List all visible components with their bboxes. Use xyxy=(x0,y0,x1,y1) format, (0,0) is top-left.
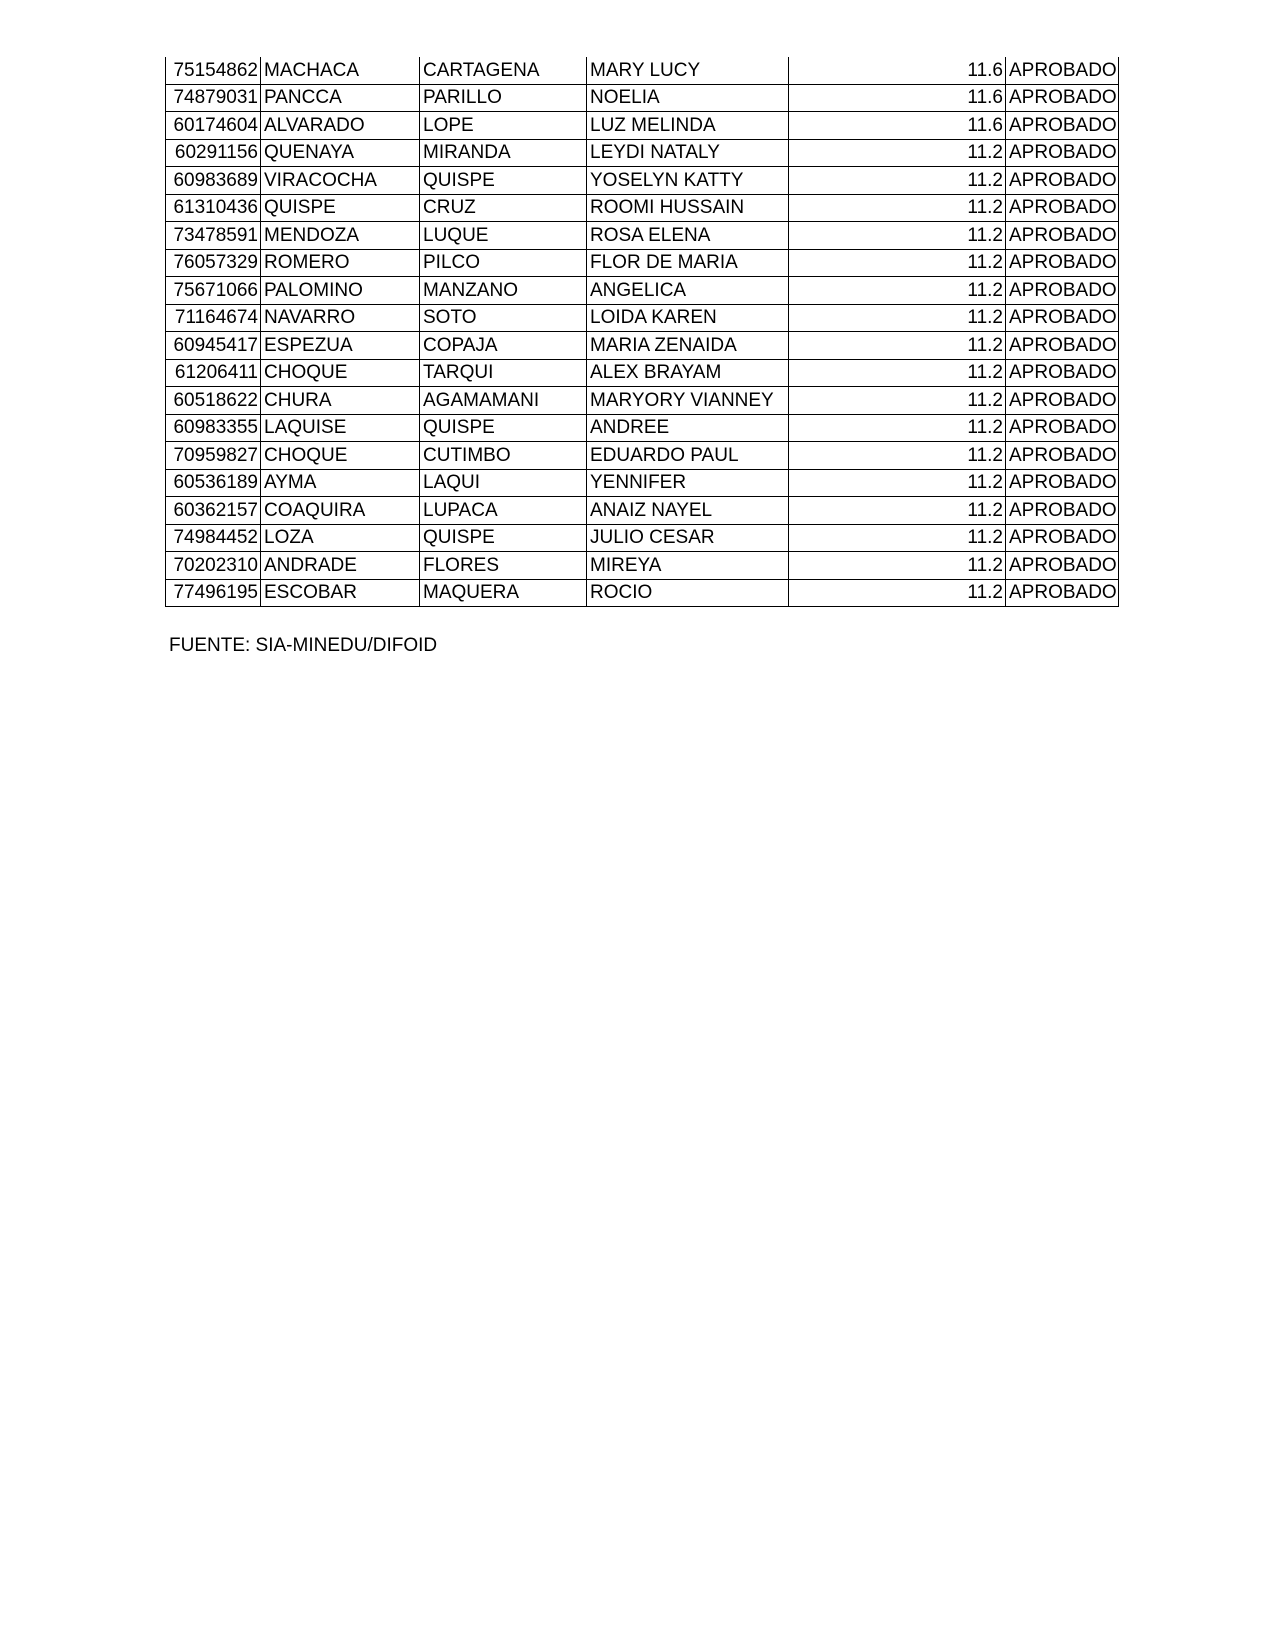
nota-cell: 11.2 xyxy=(789,442,1006,470)
apellido-materno-cell: FLORES xyxy=(420,552,587,580)
nota-cell: 11.2 xyxy=(789,524,1006,552)
nombres-cell: JULIO CESAR xyxy=(587,524,789,552)
estado-cell: APROBADO xyxy=(1006,387,1119,415)
estado-cell: APROBADO xyxy=(1006,359,1119,387)
apellido-paterno-cell: QUENAYA xyxy=(261,139,420,167)
apellido-paterno-cell: ROMERO xyxy=(261,249,420,277)
table-row xyxy=(166,304,1119,332)
estado-cell: APROBADO xyxy=(1006,194,1119,222)
dni-cell: 70959827 xyxy=(166,442,261,470)
apellido-paterno-cell: COAQUIRA xyxy=(261,497,420,525)
dni-cell: 60536189 xyxy=(166,469,261,497)
apellido-materno-cell: CRUZ xyxy=(420,194,587,222)
apellido-materno-cell: SOTO xyxy=(420,304,587,332)
apellido-materno-cell: QUISPE xyxy=(420,167,587,195)
nota-cell: 11.2 xyxy=(789,414,1006,442)
table-row xyxy=(166,387,1119,415)
apellido-paterno-cell: QUISPE xyxy=(261,194,420,222)
dni-cell: 71164674 xyxy=(166,304,261,332)
nombres-cell: NOELIA xyxy=(587,84,789,112)
nota-cell: 11.2 xyxy=(789,194,1006,222)
estado-cell: APROBADO xyxy=(1006,552,1119,580)
dni-cell: 60945417 xyxy=(166,332,261,360)
dni-cell: 74984452 xyxy=(166,524,261,552)
dni-cell: 75671066 xyxy=(166,277,261,305)
estado-cell: APROBADO xyxy=(1006,139,1119,167)
estado-cell: APROBADO xyxy=(1006,249,1119,277)
table-row xyxy=(166,112,1119,140)
estado-cell: APROBADO xyxy=(1006,304,1119,332)
dni-cell: 75154862 xyxy=(166,57,261,84)
estado-cell: APROBADO xyxy=(1006,57,1119,84)
dni-cell: 60983355 xyxy=(166,414,261,442)
nota-cell: 11.2 xyxy=(789,222,1006,250)
table-row xyxy=(166,469,1119,497)
apellido-paterno-cell: CHURA xyxy=(261,387,420,415)
estado-cell: APROBADO xyxy=(1006,84,1119,112)
apellido-paterno-cell: ESCOBAR xyxy=(261,579,420,607)
nota-cell: 11.2 xyxy=(789,332,1006,360)
estado-cell: APROBADO xyxy=(1006,414,1119,442)
apellido-materno-cell: QUISPE xyxy=(420,524,587,552)
results-table xyxy=(165,57,1119,607)
nombres-cell: ROOMI HUSSAIN xyxy=(587,194,789,222)
estado-cell: APROBADO xyxy=(1006,332,1119,360)
dni-cell: 60174604 xyxy=(166,112,261,140)
apellido-paterno-cell: CHOQUE xyxy=(261,442,420,470)
estado-cell: APROBADO xyxy=(1006,524,1119,552)
dni-cell: 77496195 xyxy=(166,579,261,607)
nombres-cell: FLOR DE MARIA xyxy=(587,249,789,277)
nombres-cell: ANGELICA xyxy=(587,277,789,305)
apellido-paterno-cell: CHOQUE xyxy=(261,359,420,387)
apellido-paterno-cell: LAQUISE xyxy=(261,414,420,442)
estado-cell: APROBADO xyxy=(1006,112,1119,140)
apellido-materno-cell: TARQUI xyxy=(420,359,587,387)
apellido-materno-cell: PARILLO xyxy=(420,84,587,112)
nota-cell: 11.2 xyxy=(789,497,1006,525)
apellido-materno-cell: PILCO xyxy=(420,249,587,277)
apellido-materno-cell: LOPE xyxy=(420,112,587,140)
nombres-cell: MARYORY VIANNEY xyxy=(587,387,789,415)
apellido-paterno-cell: LOZA xyxy=(261,524,420,552)
nombres-cell: ROSA ELENA xyxy=(587,222,789,250)
estado-cell: APROBADO xyxy=(1006,222,1119,250)
table-row xyxy=(166,167,1119,195)
nombres-cell: YENNIFER xyxy=(587,469,789,497)
table-row xyxy=(166,332,1119,360)
nombres-cell: ALEX BRAYAM xyxy=(587,359,789,387)
apellido-materno-cell: QUISPE xyxy=(420,414,587,442)
dni-cell: 60362157 xyxy=(166,497,261,525)
apellido-paterno-cell: ALVARADO xyxy=(261,112,420,140)
apellido-paterno-cell: PANCCA xyxy=(261,84,420,112)
table-row xyxy=(166,222,1119,250)
apellido-materno-cell: AGAMAMANI xyxy=(420,387,587,415)
table-row xyxy=(166,84,1119,112)
apellido-paterno-cell: VIRACOCHA xyxy=(261,167,420,195)
table-row xyxy=(166,579,1119,607)
nombres-cell: LOIDA KAREN xyxy=(587,304,789,332)
apellido-materno-cell: MIRANDA xyxy=(420,139,587,167)
apellido-materno-cell: CARTAGENA xyxy=(420,57,587,84)
table-row xyxy=(166,57,1119,84)
nombres-cell: ANDREE xyxy=(587,414,789,442)
dni-cell: 61310436 xyxy=(166,194,261,222)
table-row xyxy=(166,194,1119,222)
dni-cell: 61206411 xyxy=(166,359,261,387)
dni-cell: 60983689 xyxy=(166,167,261,195)
nombres-cell: YOSELYN KATTY xyxy=(587,167,789,195)
nombres-cell: MIREYA xyxy=(587,552,789,580)
estado-cell: APROBADO xyxy=(1006,469,1119,497)
dni-cell: 70202310 xyxy=(166,552,261,580)
apellido-materno-cell: LUPACA xyxy=(420,497,587,525)
nota-cell: 11.2 xyxy=(789,277,1006,305)
nota-cell: 11.6 xyxy=(789,84,1006,112)
results-table-body xyxy=(166,57,1119,607)
nota-cell: 11.2 xyxy=(789,552,1006,580)
apellido-materno-cell: MAQUERA xyxy=(420,579,587,607)
dni-cell: 76057329 xyxy=(166,249,261,277)
apellido-materno-cell: CUTIMBO xyxy=(420,442,587,470)
nota-cell: 11.6 xyxy=(789,57,1006,84)
table-row xyxy=(166,359,1119,387)
table-row xyxy=(166,139,1119,167)
nota-cell: 11.2 xyxy=(789,304,1006,332)
table-row xyxy=(166,414,1119,442)
table-row xyxy=(166,442,1119,470)
apellido-paterno-cell: NAVARRO xyxy=(261,304,420,332)
table-row xyxy=(166,497,1119,525)
nota-cell: 11.2 xyxy=(789,387,1006,415)
nombres-cell: ANAIZ NAYEL xyxy=(587,497,789,525)
nombres-cell: LEYDI NATALY xyxy=(587,139,789,167)
nombres-cell: MARY LUCY xyxy=(587,57,789,84)
apellido-materno-cell: LAQUI xyxy=(420,469,587,497)
table-row xyxy=(166,249,1119,277)
estado-cell: APROBADO xyxy=(1006,579,1119,607)
apellido-paterno-cell: MENDOZA xyxy=(261,222,420,250)
estado-cell: APROBADO xyxy=(1006,277,1119,305)
dni-cell: 60518622 xyxy=(166,387,261,415)
source-note: FUENTE: SIA-MINEDU/DIFOID xyxy=(169,635,438,656)
nota-cell: 11.6 xyxy=(789,112,1006,140)
estado-cell: APROBADO xyxy=(1006,497,1119,525)
estado-cell: APROBADO xyxy=(1006,167,1119,195)
apellido-materno-cell: LUQUE xyxy=(420,222,587,250)
nombres-cell: EDUARDO PAUL xyxy=(587,442,789,470)
dni-cell: 73478591 xyxy=(166,222,261,250)
nombres-cell: MARIA ZENAIDA xyxy=(587,332,789,360)
nota-cell: 11.2 xyxy=(789,167,1006,195)
dni-cell: 60291156 xyxy=(166,139,261,167)
apellido-materno-cell: MANZANO xyxy=(420,277,587,305)
table-row xyxy=(166,524,1119,552)
table-row xyxy=(166,277,1119,305)
apellido-paterno-cell: ANDRADE xyxy=(261,552,420,580)
apellido-paterno-cell: PALOMINO xyxy=(261,277,420,305)
apellido-materno-cell: COPAJA xyxy=(420,332,587,360)
dni-cell: 74879031 xyxy=(166,84,261,112)
nota-cell: 11.2 xyxy=(789,469,1006,497)
table-row xyxy=(166,552,1119,580)
nota-cell: 11.2 xyxy=(789,579,1006,607)
nombres-cell: ROCIO xyxy=(587,579,789,607)
estado-cell: APROBADO xyxy=(1006,442,1119,470)
nombres-cell: LUZ MELINDA xyxy=(587,112,789,140)
nota-cell: 11.2 xyxy=(789,249,1006,277)
apellido-paterno-cell: AYMA xyxy=(261,469,420,497)
apellido-paterno-cell: ESPEZUA xyxy=(261,332,420,360)
nota-cell: 11.2 xyxy=(789,359,1006,387)
apellido-paterno-cell: MACHACA xyxy=(261,57,420,84)
nota-cell: 11.2 xyxy=(789,139,1006,167)
